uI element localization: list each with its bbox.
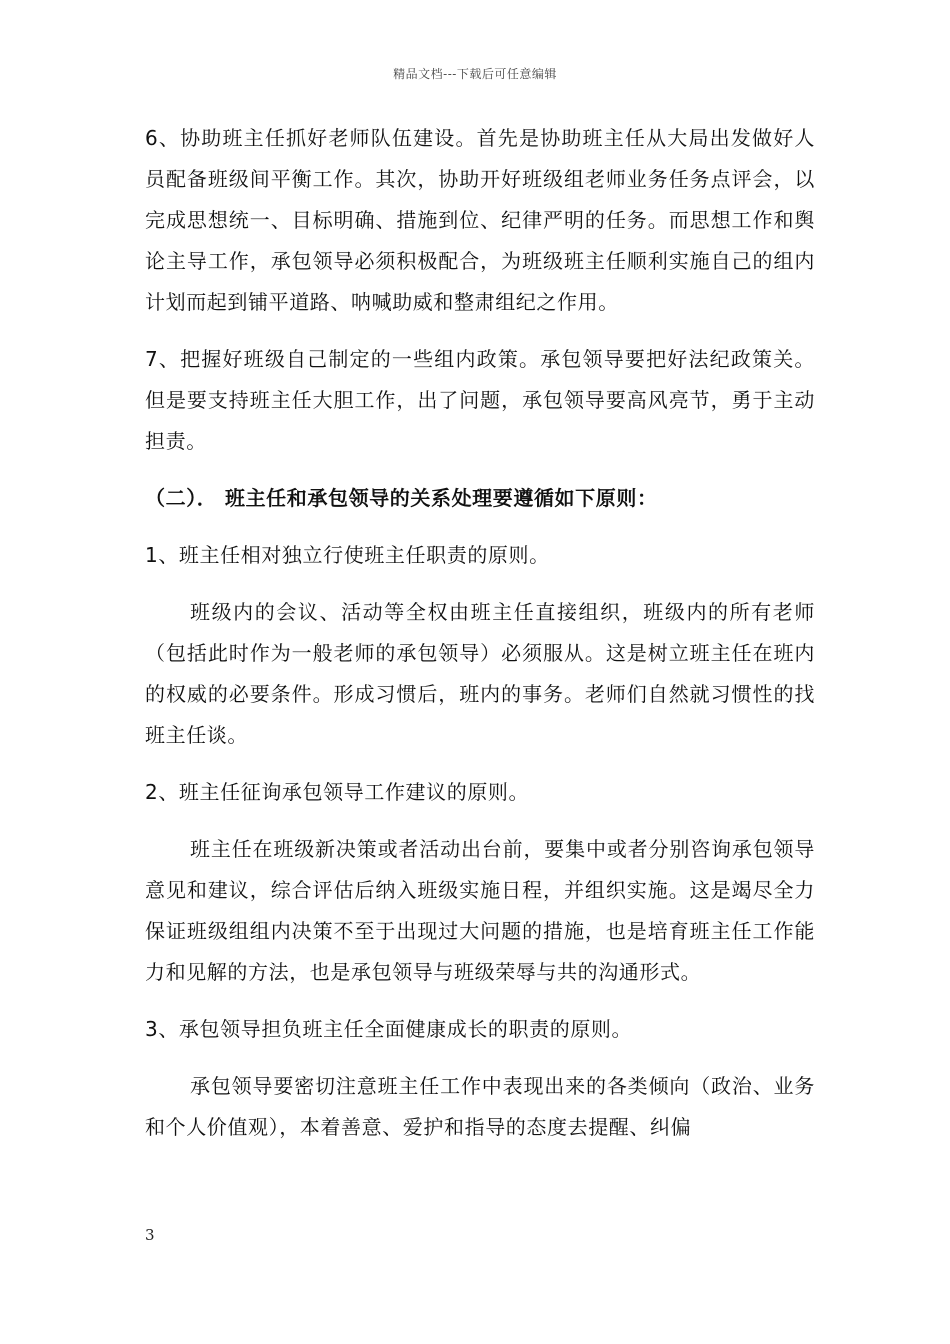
paragraph-item-7: 7、把握好班级自己制定的一些组内政策。承包领导要把好法纪政策关。但是要支持班主任大胆工作，出了问题，承包领导要高风亮节，勇于主动担责。 [145,347,815,453]
section-heading-2: （二）． 班主任和承包领导的关系处理要遵循如下原则： [145,486,658,510]
page-header: 精品文档---下载后可任意编辑 [393,67,557,81]
principle-1-body: 班级内的会议、活动等全权由班主任直接组织，班级内的所有老师（包括此时作为一般老师的承包领导）必须服从。这是树立班主任在班内的权威的必要条件。形成习惯后，班内的事务。老师们自然就习惯性的找班主任谈。 [145,600,815,747]
principle-2-title: 2、班主任征询承包领导工作建议的原则。 [145,780,530,804]
document-body [145,118,815,1148]
paragraph-item-6: 6、协助班主任抓好老师队伍建设。首先是协助班主任从大局出发做好人员配备班级间平衡工作。其次，协助开好班级组老师业务任务点评会，以完成思想统一、目标明确、措施到位、纪律严明的任务。而思想工作和舆论主导工作，承包领导必须积极配合，为班级班主任顺利实施自己的组内计划而起到铺平道路、呐喊助威和整肃组纪之作用。 [145,126,815,314]
principle-2-body: 班主任在班级新决策或者活动出台前，要集中或者分别咨询承包领导意见和建议，综合评估后纳入班级实施日程，并组织实施。这是竭尽全力保证班级组组内决策不至于出现过大问题的措施，也是培育班主任工作能力和见解的方法，也是承包领导与班级荣辱与共的沟通形式。 [145,837,815,984]
principle-3-title: 3、承包领导担负班主任全面健康成长的职责的原则。 [145,1017,633,1041]
principle-3-body: 承包领导要密切注意班主任工作中表现出来的各类倾向（政治、业务和个人价值观），本着善意、爱护和指导的态度去提醒、纠偏 [145,1074,815,1139]
principle-1-title: 1、班主任相对独立行使班主任职责的原则。 [145,543,550,567]
page-number: 3 [145,1226,155,1244]
